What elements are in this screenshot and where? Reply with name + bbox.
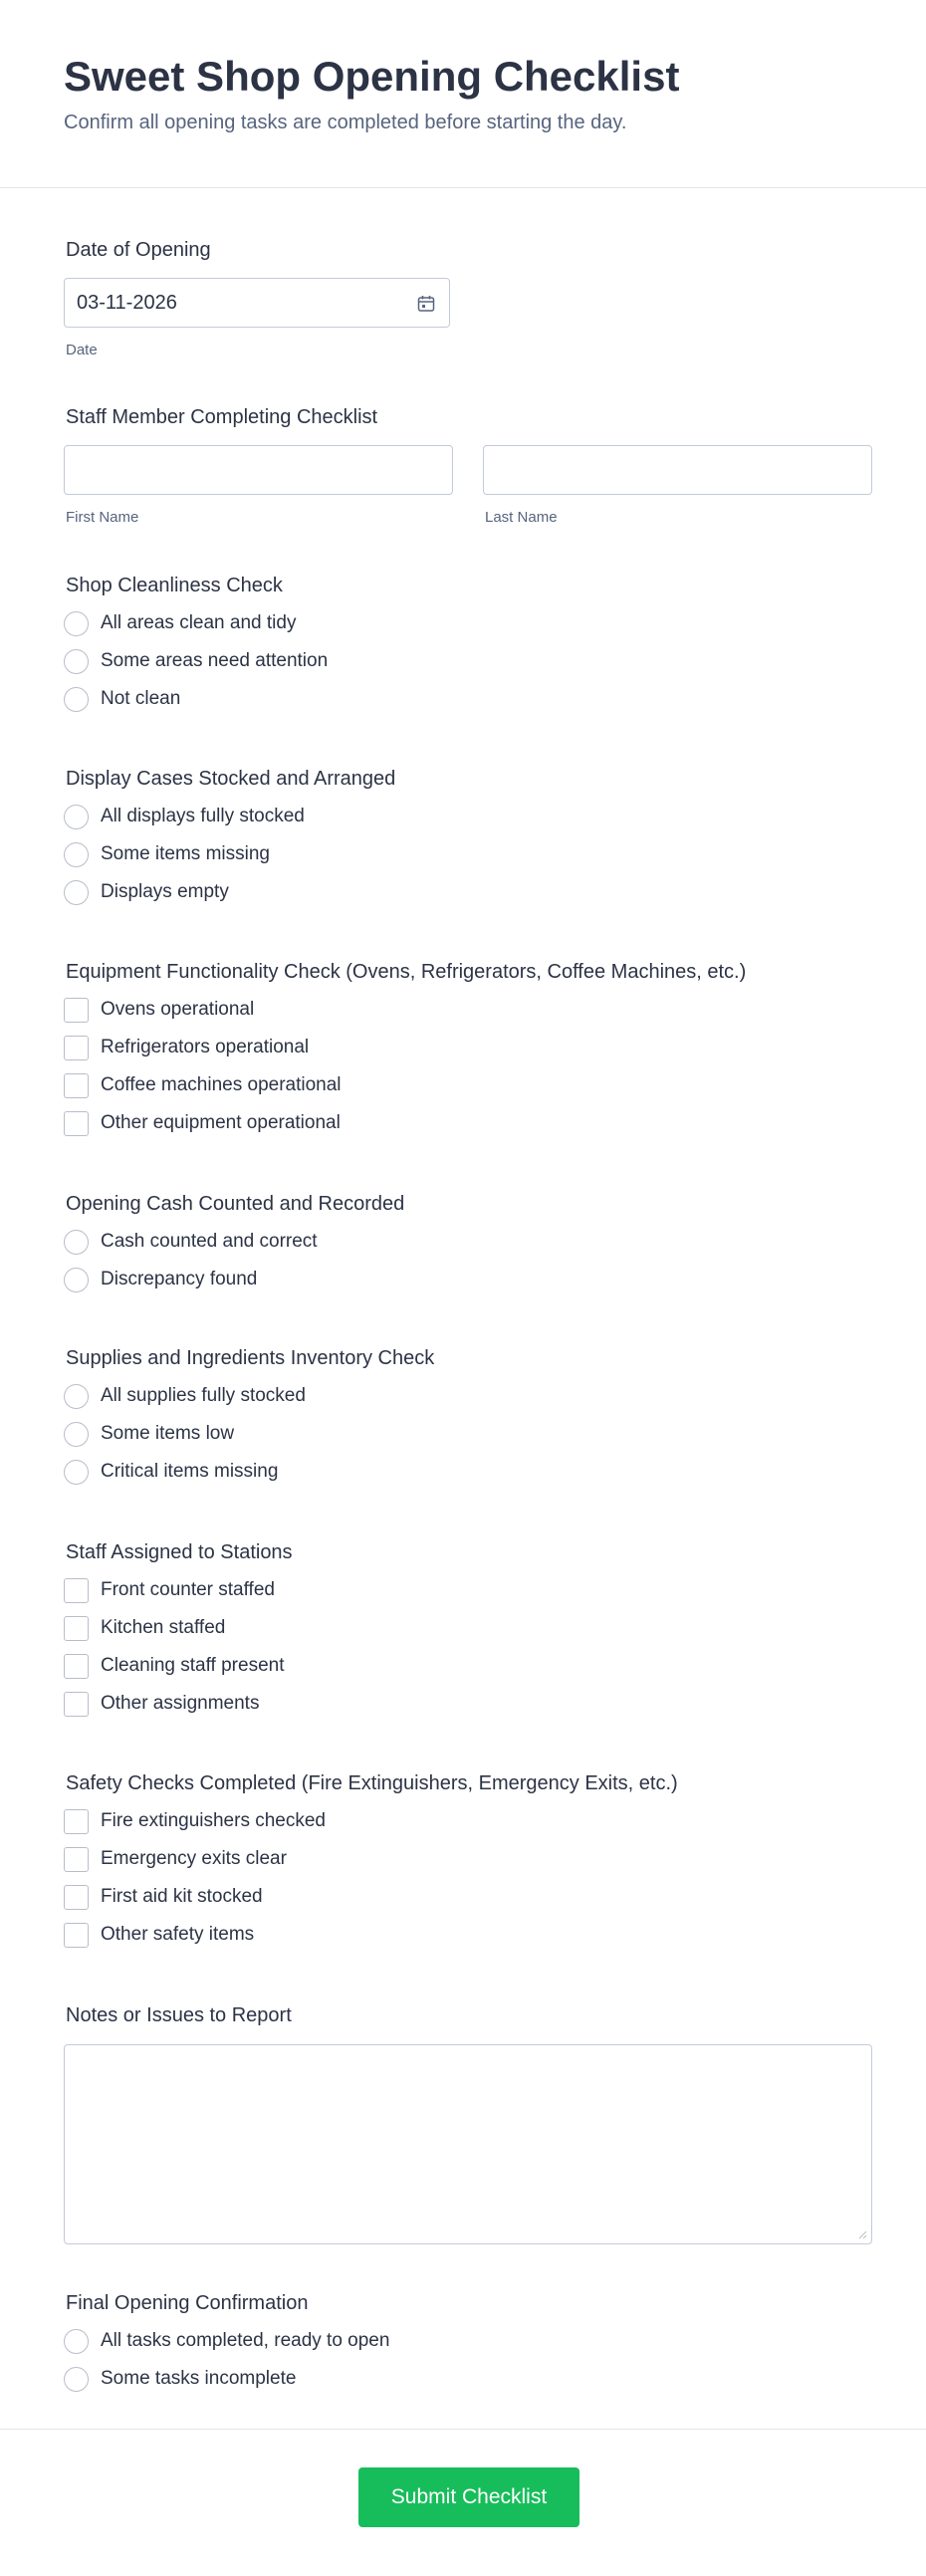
date-sublabel: Date [66,342,98,358]
option-label: Ovens operational [101,999,255,1020]
option-label: All areas clean and tidy [101,612,297,633]
final-confirmation-question [64,2290,872,2398]
resize-handle-icon[interactable] [857,2229,867,2239]
checkbox[interactable] [64,998,89,1023]
safety-checks-options [64,1802,872,1954]
notes-question [64,2002,872,2244]
radio-button[interactable] [64,1384,89,1409]
opening-cash-question [64,1191,872,1298]
checkbox[interactable] [64,1847,89,1872]
equipment-options [64,991,872,1142]
date-of-opening-question [64,237,872,359]
form-header [0,0,926,188]
option-label: Some items low [101,1423,235,1444]
radio-option[interactable] [64,835,872,873]
radio-button[interactable] [64,1460,89,1485]
date-input-value: 03-11-2026 [77,291,177,314]
display-cases-options [64,798,872,911]
checkbox-option[interactable] [64,1802,872,1840]
radio-option[interactable] [64,604,872,642]
checkbox-option[interactable] [64,1916,872,1954]
shop-cleanliness-options [64,604,872,718]
page-title: Sweet Shop Opening Checklist [64,53,680,100]
radio-option[interactable] [64,1261,872,1298]
checkbox[interactable] [64,1616,89,1641]
checkbox-option[interactable] [64,1878,872,1916]
staff-stations-question [64,1539,872,1723]
supplies-label: Supplies and Ingredients Inventory Check [66,1347,435,1369]
date-input[interactable] [64,278,450,328]
option-label: Other safety items [101,1924,255,1945]
option-label: Some tasks incomplete [101,2368,297,2389]
option-label: First aid kit stocked [101,1886,263,1907]
radio-button[interactable] [64,611,89,636]
shop-cleanliness-label: Shop Cleanliness Check [66,575,283,596]
checkbox[interactable] [64,1654,89,1679]
notes-textarea[interactable] [64,2044,872,2244]
radio-button[interactable] [64,1268,89,1292]
checkbox[interactable] [64,1692,89,1717]
checkbox[interactable] [64,1073,89,1098]
checkbox-option[interactable] [64,1571,872,1609]
radio-button[interactable] [64,842,89,867]
safety-checks-label: Safety Checks Completed (Fire Extinguishers, Emergency Exits, etc.) [66,1772,678,1794]
checkbox-option[interactable] [64,1104,872,1142]
radio-option[interactable] [64,1415,872,1453]
option-label: Displays empty [101,881,229,902]
option-label: Other equipment operational [101,1112,341,1133]
checkbox-option[interactable] [64,991,872,1029]
checkbox[interactable] [64,1885,89,1910]
checkbox-option[interactable] [64,1609,872,1647]
option-label: Some areas need attention [101,650,329,671]
option-label: Fire extinguishers checked [101,1810,326,1831]
option-label: All supplies fully stocked [101,1385,306,1406]
staff-member-label: Staff Member Completing Checklist [66,406,378,428]
radio-button[interactable] [64,2329,89,2354]
final-confirmation-options [64,2322,872,2398]
option-label: Other assignments [101,1693,260,1714]
staff-stations-label: Staff Assigned to Stations [66,1541,293,1563]
radio-option[interactable] [64,873,872,911]
radio-option[interactable] [64,1223,872,1261]
option-label: Critical items missing [101,1461,279,1482]
radio-button[interactable] [64,2367,89,2392]
option-label: Front counter staffed [101,1579,275,1600]
checkbox-option[interactable] [64,1685,872,1723]
option-label: Kitchen staffed [101,1617,226,1638]
calendar-icon[interactable] [416,294,436,314]
checkbox-option[interactable] [64,1840,872,1878]
option-label: Not clean [101,688,181,709]
radio-button[interactable] [64,880,89,905]
option-label: Coffee machines operational [101,1074,342,1095]
radio-option[interactable] [64,1453,872,1491]
equipment-question [64,959,872,1142]
page-subtitle: Confirm all opening tasks are completed before starting the day. [64,112,627,133]
checkbox-option[interactable] [64,1647,872,1685]
display-cases-question [64,766,872,911]
safety-checks-question [64,1770,872,1954]
opening-cash-label: Opening Cash Counted and Recorded [66,1193,405,1215]
option-label: All tasks completed, ready to open [101,2330,390,2351]
radio-button[interactable] [64,1230,89,1255]
option-label: Emergency exits clear [101,1848,287,1869]
radio-button[interactable] [64,1422,89,1447]
option-label: Refrigerators operational [101,1037,310,1057]
final-confirmation-label: Final Opening Confirmation [66,2292,309,2314]
notes-label: Notes or Issues to Report [66,2004,292,2026]
radio-button[interactable] [64,649,89,674]
checkbox[interactable] [64,1111,89,1136]
date-of-opening-label: Date of Opening [66,239,211,261]
checkbox-option[interactable] [64,1066,872,1104]
option-label: Some items missing [101,843,270,864]
checkbox[interactable] [64,1923,89,1948]
radio-option[interactable] [64,1377,872,1415]
equipment-label: Equipment Functionality Check (Ovens, Refrigerators, Coffee Machines, etc.) [66,961,747,983]
radio-button[interactable] [64,687,89,712]
checkbox[interactable] [64,1578,89,1603]
staff-stations-options [64,1571,872,1723]
display-cases-label: Display Cases Stocked and Arranged [66,768,396,790]
checkbox[interactable] [64,1809,89,1834]
shop-cleanliness-question [64,573,872,718]
submit-button[interactable]: Submit Checklist [358,2467,579,2527]
radio-option[interactable] [64,642,872,680]
option-label: Discrepancy found [101,1269,258,1289]
option-label: Cash counted and correct [101,1231,318,1252]
checkbox-option[interactable] [64,1029,872,1066]
radio-option[interactable] [64,680,872,718]
radio-button[interactable] [64,805,89,829]
first-name-input[interactable] [64,445,453,495]
staff-member-question [64,404,872,527]
form-footer [0,2429,926,2576]
opening-cash-options [64,1223,872,1298]
radio-option[interactable] [64,2360,872,2398]
option-label: All displays fully stocked [101,806,305,826]
first-name-sublabel: First Name [66,509,139,526]
supplies-options [64,1377,872,1491]
last-name-input[interactable] [483,445,872,495]
radio-option[interactable] [64,798,872,835]
option-label: Cleaning staff present [101,1655,285,1676]
last-name-sublabel: Last Name [485,509,558,526]
radio-option[interactable] [64,2322,872,2360]
checkbox[interactable] [64,1036,89,1060]
supplies-question [64,1345,872,1491]
